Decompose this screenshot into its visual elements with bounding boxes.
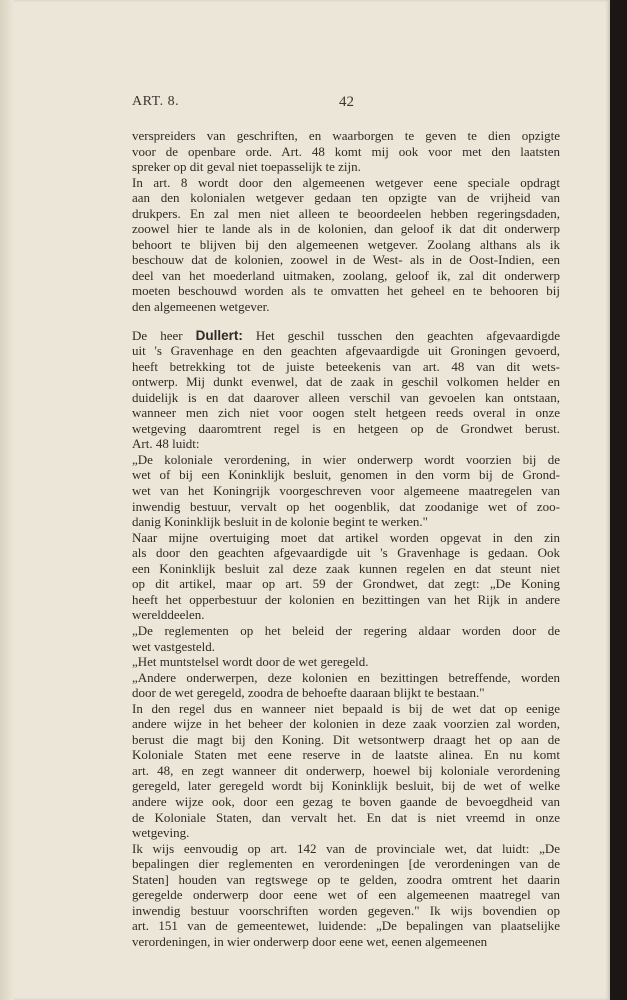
text-line <box>132 328 560 344</box>
text-line: wanneer men zich niet voor oogen stelt hetgeen reeds overal in onze <box>132 405 560 421</box>
text-line: voor de openbare orde. Art. 48 komt mij ook voor met den laatsten <box>132 143 560 159</box>
running-header <box>132 94 560 116</box>
text-line: wet van het Koningrijk voorgeschreven voor algemeene maatregelen van <box>132 483 560 499</box>
text-line: art. 48, en zegt wanneer dit onderwerp, hoewel bij koloniale verordening <box>132 762 560 778</box>
text-line: als door den geachten afgevaardigde uit 's Gravenhage is gedaan. Ook <box>132 545 560 561</box>
text-line: andere wijze ook, door een gezag te boven gaande de bevoegdheid van <box>132 793 560 809</box>
text-line: bepalingen dier reglementen en verordeningen [de verordeningen van de <box>132 856 560 872</box>
text-line: op dit artikel, maar op art. 59 der Grondwet, dat zegt: „De Koning <box>132 576 560 592</box>
text-line: Naar mijne overtuiging moet dat artikel worden opgevat in den zin <box>132 529 560 545</box>
text-line: moeten beschouwd worden als te omvatten het geheel en te behooren bij <box>132 283 560 299</box>
text-line: danig Koninklijk besluit in de kolonie begint te werken." <box>132 514 428 530</box>
text-line: deel van het moederland uitmaken, zoolang, geloof ik, zal dit onderwerp <box>132 267 560 283</box>
text-line: verspreiders van geschriften, en waarborgen te geven te dien opzigte <box>132 128 560 143</box>
text-line: uit 's Gravenhage en den geachten afgevaardigde uit Groningen gevoerd, <box>132 343 560 359</box>
paragraph <box>132 175 560 315</box>
paragraph <box>132 670 560 701</box>
text-line: Koloniale Staten met eene reserve in de laatste alinea. En nu komt <box>132 747 560 763</box>
text-line: duidelijk is en dat daarover alleen verschil van gevoelen kan ontstaan, <box>132 389 560 405</box>
text-line: Ik wijs eenvoudig op art. 142 van de provinciale wet, dat luidt: „De <box>132 840 560 856</box>
text-line: geregelde onderwerp door eene wet of een algemeenen maatregel van <box>132 887 560 903</box>
text-line: Staten] houden van regtswege op te gelden, zoodra omtrent het daarin <box>132 871 560 887</box>
paragraph <box>132 841 560 950</box>
text-line: „Andere onderwerpen, deze kolonien en bezittingen betreffende, worden <box>132 669 560 685</box>
text-line: spreker op dit geval niet toepasselijk te zijn. <box>132 159 361 175</box>
text-line: wet vastgesteld. <box>132 638 216 654</box>
text-line: heeft het opperbestuur der kolonien en bezittingen van het Rijk in andere <box>132 591 560 607</box>
text-line: den algemeenen wetgever. <box>132 299 270 315</box>
text-line: een Koninklijk besluit zal deze zaak kunnen regelen en dat steunt niet <box>132 560 560 576</box>
paragraph <box>132 530 560 623</box>
text-line: inwendig bestuur, vervalt op het oogenblik, dat zoodanige wet of zoo- <box>132 498 560 514</box>
speaker-name: Dullert: <box>195 327 243 343</box>
body-text <box>132 128 560 949</box>
text-line: wetgeving. <box>132 825 190 841</box>
text-line: heeft betrekking tot de juiste beteekenis van art. 48 van dit wets- <box>132 358 560 374</box>
text-line: „De reglementen op het beleid der regering aldaar worden door de <box>132 622 560 638</box>
speaker-prefix: De heer <box>132 327 196 343</box>
paragraph <box>132 452 560 530</box>
paragraph <box>132 328 560 452</box>
text-line: drukpers. En zal men niet alleen te beoordeelen hebben regeringsdaden, <box>132 205 560 221</box>
paragraph <box>132 654 560 670</box>
text-line: andere wijze in het beheer der kolonien in deze zaak voorzien zal worden, <box>132 716 560 732</box>
text-line: inwendig bestuur voorschriften worden gegeven." Ik wijs bovendien op <box>132 902 560 918</box>
speaker-line-rest: Het geschil tusschen den geachten afgevaardigde <box>242 327 560 343</box>
section-label: ART. 8. <box>132 94 180 109</box>
paragraph <box>132 623 560 654</box>
text-line: art. 151 van de gemeentewet, luidende: „De bepalingen van plaatselijke <box>132 918 560 934</box>
page-spine-shadow <box>0 0 14 1000</box>
text-line: geregeld, later geregeld wordt bij Koninklijk besluit, bij de wet of welke <box>132 778 560 794</box>
text-line: ontwerp. Mij dunkt evenwel, dat de zaak in geschil volkomen helder en <box>132 374 560 390</box>
text-line: verordeningen, in wier onderwerp door eene wet, eenen algemeenen <box>132 933 488 949</box>
text-line: door de wet geregeld, zoodra de behoefte daaraan blijkt te bestaan." <box>132 685 485 701</box>
text-line: „Het muntstelsel wordt door de wet geregeld. <box>132 654 369 670</box>
text-line: wetgeving daaromtrent regel is en hetgeen op de Grondwet berust. <box>132 420 560 436</box>
text-line: behoort te blijven bij den algemeenen wetgever. Zoolang althans als ik <box>132 236 560 252</box>
text-line: werelddeelen. <box>132 607 205 623</box>
page-number: 42 <box>339 94 354 110</box>
text-line: Art. 48 luidt: <box>132 436 200 452</box>
text-line: beschouw dat de kolonien, zoowel in de West- als in de Oost-Indien, een <box>132 252 560 268</box>
text-line: aan den kolonialen wetgever gedaan ten opzigte van de vrijheid van <box>132 190 560 206</box>
text-line: In den regel dus en wanneer niet bepaald is bij de wet dat op eenige <box>132 700 560 716</box>
text-line: berust die magt bij den Koning. Dit wetsontwerp draagt het op aan de <box>132 731 560 747</box>
paragraph-gap <box>132 315 560 328</box>
text-line: de Koloniale Staten, dan vervalt het. En dat is niet vreemd in onze <box>132 809 560 825</box>
text-line: zoowel hier te lande als in de kolonien, dan geloof ik dat dit onderwerp <box>132 221 560 237</box>
text-line: „De koloniale verordening, in wier onderwerp wordt voorzien bij de <box>132 451 560 467</box>
paragraph <box>132 701 560 841</box>
paragraph <box>132 128 560 175</box>
text-line: In art. 8 wordt door den algemeenen wetgever eene speciale opdragt <box>132 174 560 190</box>
text-line: wet of bij een Koninklijk besluit, genomen in den vorm bij de Grond- <box>132 467 560 483</box>
